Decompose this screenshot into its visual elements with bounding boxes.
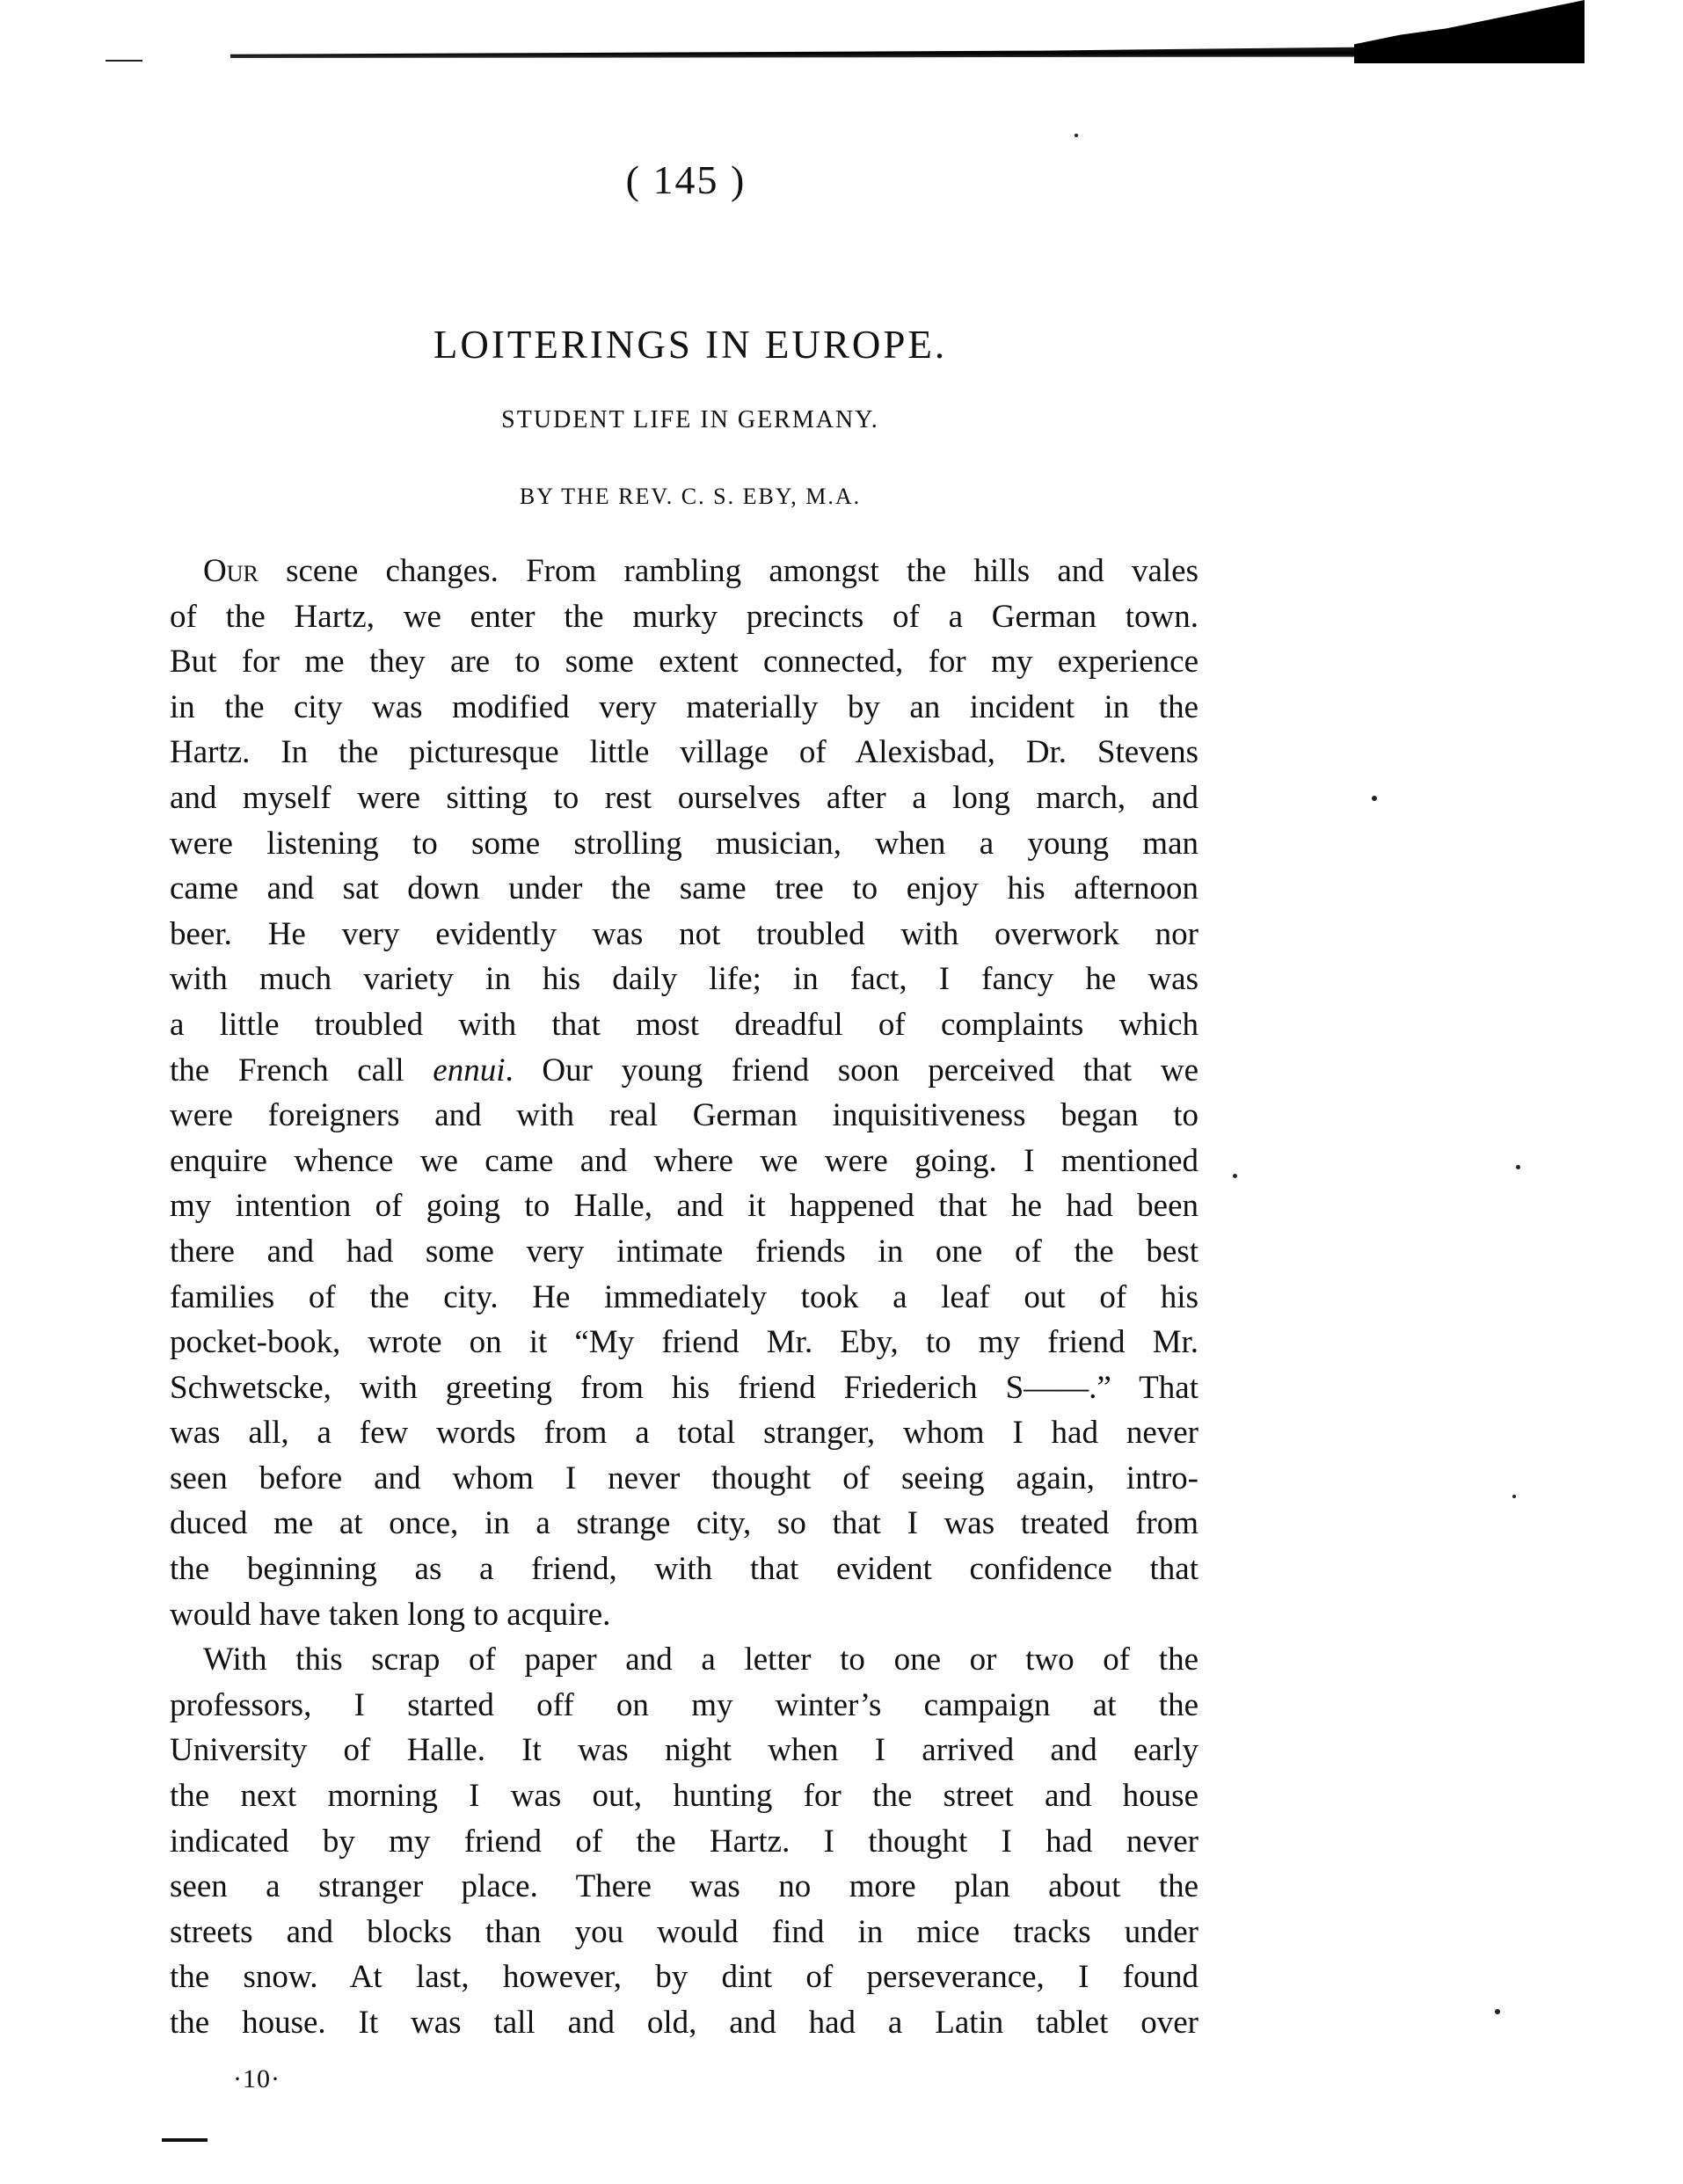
text-line: were listening to some strolling musician, when a young man: [170, 825, 1198, 862]
text-line: the snow. At last, however, by dint of perseverance, I found: [170, 1959, 1198, 1996]
article-subtitle: STUDENT LIFE IN GERMANY.: [501, 406, 879, 433]
text-line: the house. It was tall and old, and had a Latin tablet over: [170, 2005, 1198, 2041]
text-line: But for me they are to some extent connected, for my experience: [170, 644, 1198, 681]
italic-word: ennui: [433, 1052, 506, 1088]
ink-speck: [1233, 1174, 1237, 1178]
ink-speck: [1075, 134, 1078, 137]
text-line: seen before and whom I never thought of seeing again, intro-: [170, 1460, 1198, 1496]
text-line: pocket-book, wrote on it “My friend Mr. Eby, to my friend Mr.: [170, 1324, 1198, 1361]
ink-speck: [1495, 2009, 1500, 2014]
text-line: came and sat down under the same tree to enjoy his afternoon: [170, 870, 1198, 907]
article-byline: BY THE REV. C. S. EBY, M.A.: [519, 484, 862, 509]
text-line: there and had some very intimate friends in one of the best: [170, 1233, 1198, 1270]
signature-mark: ·10·: [233, 2064, 280, 2093]
text-line: University of Halle. It was night when I arrived and early: [170, 1732, 1198, 1769]
text-line: of the Hartz, we enter the murky precincts of a German town.: [170, 598, 1198, 635]
bottom-margin-mark: [162, 2138, 208, 2142]
text-line: were foreigners and with real German inquisitiveness began to: [170, 1097, 1198, 1134]
text-line: and myself were sitting to rest ourselves after a long march, and: [170, 779, 1198, 816]
article-title: LOITERINGS IN EUROPE.: [433, 323, 948, 367]
ink-speck: [1512, 1495, 1516, 1498]
text-line: Schwetscke, with greeting from his friend Friederich S——.” That: [170, 1369, 1198, 1406]
text-line: the next morning I was out, hunting for the street and house: [170, 1778, 1198, 1815]
text-line: beer. He very evidently was not troubled with overwork nor: [170, 915, 1198, 952]
drop-word: Our: [203, 553, 259, 589]
left-margin-mark: [106, 60, 142, 62]
text-line: duced me at once, in a strange city, so that I was treated from: [170, 1505, 1198, 1542]
text-line: a little troubled with that most dreadful of complaints which: [170, 1006, 1198, 1043]
text-line: Hartz. In the picturesque little village of Alexisbad, Dr. Stevens: [170, 734, 1198, 771]
text-line: enquire whence we came and where we were going. I mentioned: [170, 1142, 1198, 1179]
text-line: in the city was modified very materially by an incident in the: [170, 688, 1198, 725]
text-line: the beginning as a friend, with that evident confidence that: [170, 1551, 1198, 1588]
text-line: professors, I started off on my winter’s campaign at the: [170, 1686, 1198, 1723]
page-number: ( 145 ): [625, 157, 747, 202]
text-line: families of the city. He immediately took a leaf out of his: [170, 1278, 1198, 1315]
ink-speck: [1516, 1165, 1520, 1169]
text-line: would have taken long to acquire.: [170, 1596, 611, 1633]
article-body: [170, 549, 1198, 2046]
text-line: With this scrap of paper and a letter to one or two of the: [203, 1642, 1198, 1678]
top-border-ink-block: [1354, 0, 1585, 63]
text-line: my intention of going to Halle, and it happened that he had been: [170, 1188, 1198, 1225]
text-line: seen a stranger place. There was no more plan about the: [170, 1868, 1198, 1905]
text-line: indicated by my friend of the Hartz. I thought I had never: [170, 1823, 1198, 1860]
text-line: with much variety in his daily life; in fact, I fancy he was: [170, 961, 1198, 998]
text-line: streets and blocks than you would find in mice tracks under: [170, 1913, 1198, 1950]
text-line: the French call ennui. Our young friend soon perceived that we: [170, 1052, 1198, 1088]
text-line: Our scene changes. From rambling amongst the hills and vales: [203, 553, 1198, 589]
ink-speck: [1372, 796, 1377, 801]
text-line: was all, a few words from a total stranger, whom I had never: [170, 1415, 1198, 1452]
